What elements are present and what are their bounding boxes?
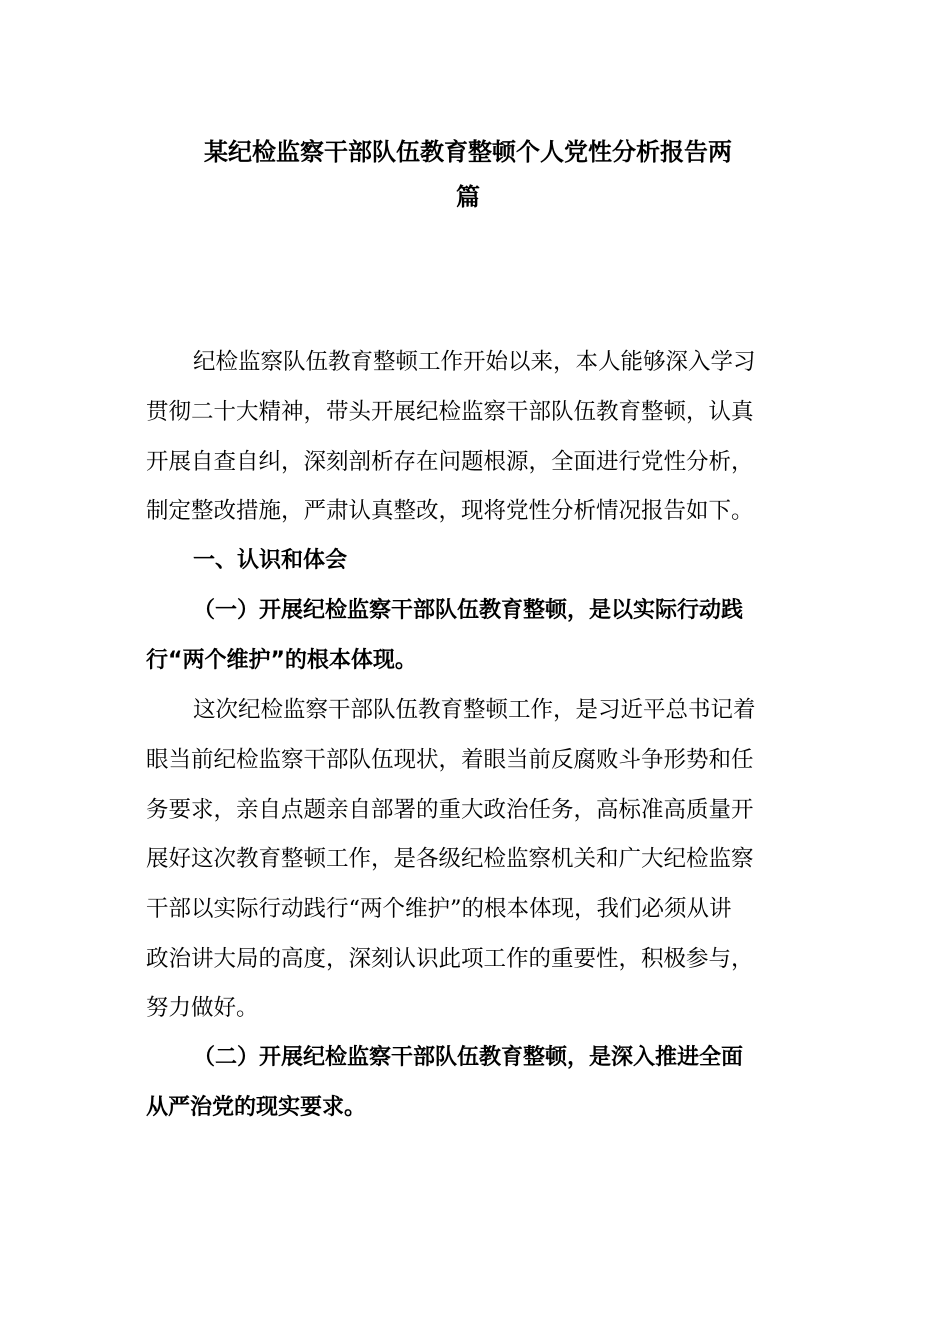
subsection-1-body-line-2: 眼当前纪检监察干部队伍现状，着眼当前反腐败斗争形势和任 (146, 747, 754, 773)
subsection-2-heading-line-1: （二）开展纪检监察干部队伍教育整顿，是深入推进全面 (193, 1045, 744, 1070)
subsection-1-body-line-6: 政治讲大局的高度，深刻认识此项工作的重要性，积极参与， (146, 946, 754, 972)
subsection-1-heading-line-1: （一）开展纪检监察干部队伍教育整顿，是以实际行动践 (193, 598, 744, 623)
document-title-line-2: 篇 (456, 183, 480, 211)
section-1-heading: 一、认识和体会 (193, 548, 348, 573)
subsection-1-body-line-1: 这次纪检监察干部队伍教育整顿工作，是习近平总书记着 (193, 697, 756, 723)
subsection-1-body-line-7: 努力做好。 (146, 995, 259, 1021)
subsection-1-body-line-5: 干部以实际行动践行“两个维护”的根本体现，我们必须从讲 (146, 896, 732, 922)
intro-line-4: 制定整改措施，严肃认真整改，现将党性分析情况报告如下。 (146, 498, 754, 524)
subsection-1-body-line-3: 务要求，亲自点题亲自部署的重大政治任务，高标准高质量开 (146, 797, 754, 823)
subsection-1-heading-line-2: 行“两个维护”的根本体现。 (146, 648, 417, 673)
subsection-2-heading-line-2: 从严治党的现实要求。 (146, 1095, 367, 1120)
subsection-1-body-line-4: 展好这次教育整顿工作，是各级纪检监察机关和广大纪检监察 (146, 846, 754, 872)
intro-line-1: 纪检监察队伍教育整顿工作开始以来，本人能够深入学习 (193, 349, 756, 375)
intro-line-3: 开展自查自纠，深刻剖析存在问题根源，全面进行党性分析， (146, 449, 754, 475)
intro-line-2: 贯彻二十大精神，带头开展纪检监察干部队伍教育整顿，认真 (146, 399, 754, 425)
document-title-line-1: 某纪检监察干部队伍教育整顿个人党性分析报告两 (204, 138, 732, 166)
